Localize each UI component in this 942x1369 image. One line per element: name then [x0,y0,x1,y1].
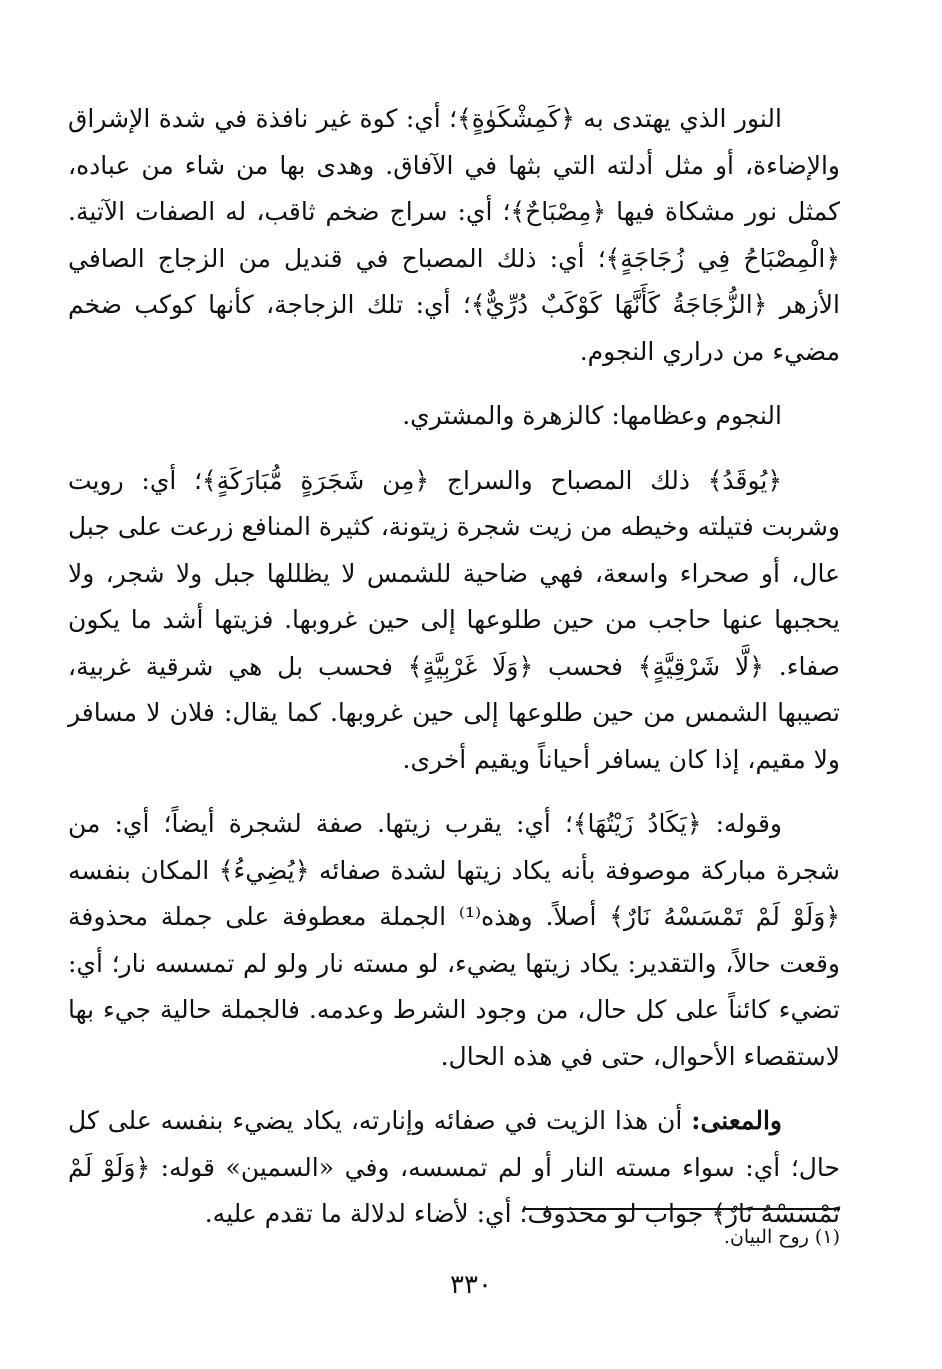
paragraph-1 [68,96,840,375]
page-number: ٣٣٠ [450,1270,492,1300]
paragraph-3 [68,458,840,784]
footnote-divider [524,1208,840,1210]
paragraph-3-text: ﴿يُوقَدُ﴾ ذلك المصباح والسراج ﴿مِن شَجَرَةٍ مُّبَارَكَةٍ﴾؛ أي: رويت وشربت فتيلته وخيطه من زيت شجرة زيتونة، كثيرة المنافع زرعت على جبل عال، أو صحراء واسعة، فهي ضاحية للشمس لا يظللها جبل ولا شجر، ولا يحجبها عنها حاجب من حين طلوعها إلى حين غروبها. فزيتها أشد ما يكون صفاء. ﴿لَّا شَرْقِيَّةٍ﴾ فحسب ﴿وَلَا غَرْبِيَّةٍ﴾ فحسب بل هي شرقية غربية، تصيبها الشمس من حين طلوعها إلى حين غروبها. كما يقال: فلان لا مسافر ولا مقيم، إذا كان يسافر أحياناً ويقيم أخرى. [68,465,840,774]
paragraph-5 [68,1098,840,1238]
paragraph-4 [68,801,840,1080]
paragraph-5-text: أن هذا الزيت في صفائه وإنارته، يكاد يضيء بنفسه على كل حال؛ أي: سواء مسته النار أو لم تمسسه، وفي «السمين» قوله: ﴿وَلَوْ لَمْ تَمْسَسْهُ نَارٌ﴾ جواب لو محذوف؛ أي: لأضاء لدلالة ما تقدم عليه. [68,1106,840,1228]
footnote: (١) روح البيان. [723,1226,840,1248]
paragraph-5-lead: والمعنى: [691,1106,782,1135]
page-body [68,96,840,1238]
paragraph-2 [68,393,840,440]
paragraph-2-text: النجوم وعظامها: كالزهرة والمشتري. [402,401,782,430]
paragraph-4-text: وقوله: ﴿يَكَادُ زَيْتُهَا﴾؛ أي: يقرب زيتها. صفة لشجرة أيضاً؛ أي: من شجرة مباركة موصوفة بأنه يكاد زيتها لشدة صفائه ﴿يُضِيءُ﴾ المكان بنفسه ﴿وَلَوْ لَمْ تَمْسَسْهُ نَارٌ﴾ أصلاً. وهذه⁽¹⁾ الجملة معطوفة على جملة محذوفة وقعت حالاً، والتقدير: يكاد زيتها يضيء، لو مسته نار ولو لم تمسسه نار؛ أي: تضيء كائناً على كل حال، من وجود الشرط وعدمه. فالجملة حالية جيء بها لاستقصاء الأحوال، حتى في هذه الحال. [68,809,840,1071]
paragraph-1-text: النور الذي يهتدى به ﴿كَمِشْكَوٰةٍ﴾؛ أي: كوة غير نافذة في شدة الإشراق والإضاءة، أو مثل أدلته التي بثها في الآفاق. وهدى بها من شاء من عباده، كمثل نور مشكاة فيها ﴿مِصْبَاحٌ﴾؛ أي: سراج ضخم ثاقب، له الصفات الآتية. ﴿الْمِصْبَاحُ فِي زُجَاجَةٍ﴾؛ أي: ذلك المصباح في قنديل من الزجاج الصافي الأزهر ﴿الزُّجَاجَةُ كَأَنَّهَا كَوْكَبٌ دُرِّيٌّ﴾؛ أي: تلك الزجاجة، كأنها كوكب ضخم مضيء من دراري النجوم. [68,104,840,366]
